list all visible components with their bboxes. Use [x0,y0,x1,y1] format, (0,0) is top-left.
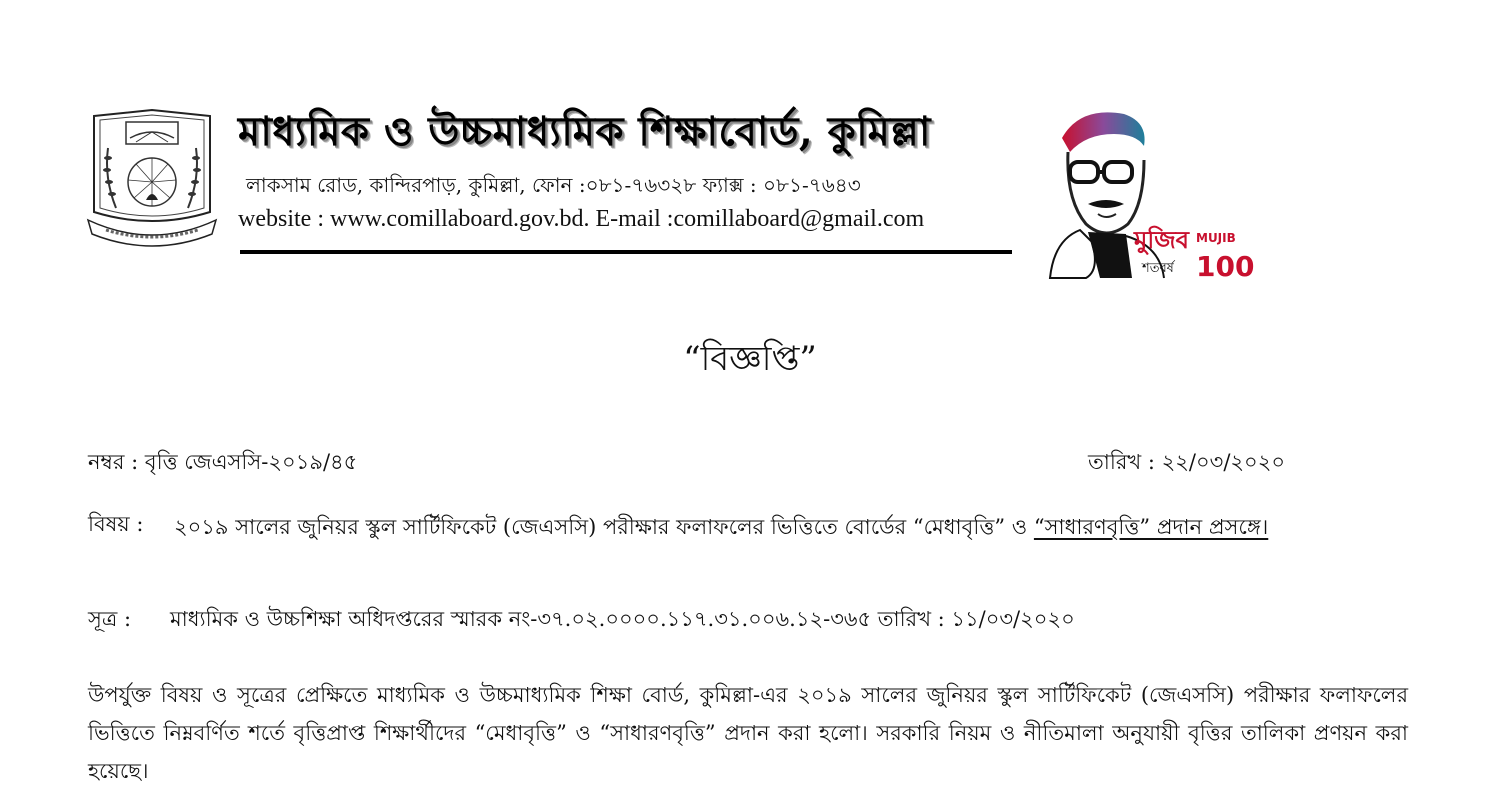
reference-label: সূত্র : [88,607,132,631]
subject-text-plain: ২০১৯ সালের জুনিয়র স্কুল সার্টিফিকেট (জেএসসি) পরীক্ষার ফলাফলের ভিত্তিতে বোর্ডের “মেধাবৃত্তি” ও [174,515,1034,539]
subject-label: বিষয় : [88,512,144,536]
header-divider [240,250,1012,254]
mujib-logo-subtext: শতবর্ষ [1142,261,1174,276]
memo-date: তারিখ : ২২/০৩/২০২০ [1088,450,1286,474]
memo-number: নম্বর : বৃত্তি জেএসসি-২০১৯/৪৫ [88,450,358,474]
board-seal-emblem-icon [86,108,218,246]
notice-title: “বিজ্ঞপ্তি” [683,339,817,379]
board-address: লাকসাম রোড, কান্দিরপাড়, কুমিল্লা, ফোন :০৮১-৭৬৩২৮ ফ্যাক্স : ০৮১-৭৬৪৩ [246,173,861,197]
subject-text [174,508,1408,546]
mujib-logo-text-bn: মুজিব [1134,226,1190,254]
mujib-logo-number: 100 [1196,250,1255,283]
reference-text: মাধ্যমিক ও উচ্চশিক্ষা অধিদপ্তরের স্মারক নং-৩৭.০২.০০০০.১১৭.৩১.০০৬.১২-৩৬৫ তারিখ : ১১/০৩/২০২০ [170,607,1075,631]
body-paragraph: উপর্যুক্ত বিষয় ও সূত্রের প্রেক্ষিতে মাধ্যমিক ও উচ্চমাধ্যমিক শিক্ষা বোর্ড, কুমিল্লা-এর ২০১৯ সালের জুনিয়র স্কুল সার্টিফিকেট (জেএসসি) পরীক্ষার ফলাফলের ভিত্তিতে নিম্নবর্ণিত শর্তে বৃত্তিপ্রাপ্ত শিক্ষার্থীদের “মেধাবৃত্তি” ও “সাধারণবৃত্তি” প্রদান করা হলো। সরকারি নিয়ম ও নীতিমালা অনুযায়ী বৃত্তির তালিকা প্রণয়ন করা হয়েছে। [88,683,1408,783]
mujib-logo-text-en: MUJIB [1196,231,1236,245]
board-contact-line: website : www.comillaboard.gov.bd. E-mail :comillaboard@gmail.com [238,206,925,232]
board-name-heading: মাধ্যমিক ও উচ্চমাধ্যমিক শিক্ষাবোর্ড, কুমিল্লা [238,108,931,155]
subject-text-underlined: “সাধারণবৃত্তি” প্রদান প্রসঙ্গে। [1033,515,1269,539]
mujib-100-logo-icon [1040,100,1255,283]
